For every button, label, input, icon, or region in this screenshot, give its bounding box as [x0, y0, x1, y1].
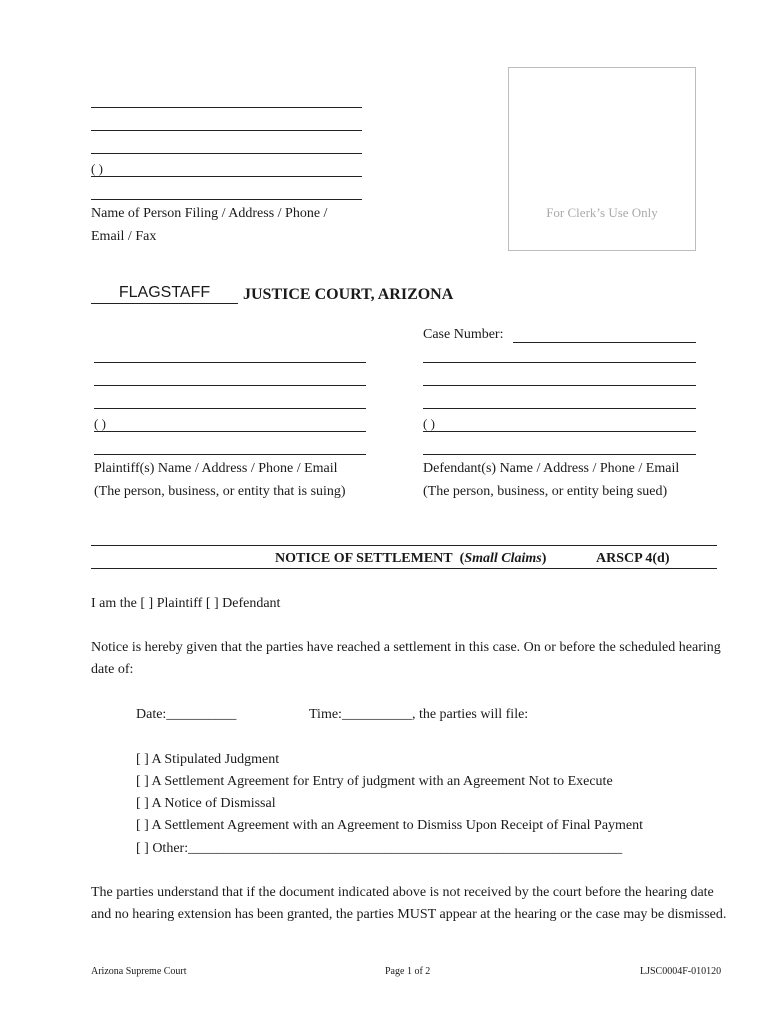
- filer-address-line-2[interactable]: [91, 153, 362, 154]
- notice-paren-close: ): [541, 551, 547, 566]
- plaintiff-caption-line-1: Plaintiff(s) Name / Address / Phone / Email: [94, 461, 338, 476]
- notice-rule: ARSCP 4(d): [596, 551, 670, 566]
- option-settlement-dismiss-final-payment[interactable]: [ ] A Settlement Agreement with an Agreement to Dismiss Upon Receipt of Final Payment: [136, 818, 644, 833]
- hearing-date-field[interactable]: Date:__________: [136, 707, 237, 722]
- plaintiff-name-line[interactable]: [94, 362, 366, 363]
- defendant-caption-line-1: Defendant(s) Name / Address / Phone / Email: [423, 461, 680, 476]
- plaintiff-phone-line[interactable]: [94, 431, 366, 432]
- party-role-line[interactable]: I am the [ ] Plaintiff [ ] Defendant: [91, 596, 281, 611]
- plaintiff-address-line-2[interactable]: [94, 408, 366, 409]
- defendant-phone-line[interactable]: [423, 431, 696, 432]
- plaintiff-caption-line-2: (The person, business, or entity that is suing): [94, 484, 346, 499]
- defendant-name-line[interactable]: [423, 362, 696, 363]
- notice-small-claims: Small Claims: [464, 551, 542, 566]
- plaintiff-address-line-1[interactable]: [94, 385, 366, 386]
- notice-title-text: NOTICE OF SETTLEMENT: [275, 551, 453, 566]
- defendant-caption-line-2: (The person, business, or entity being sued): [423, 484, 668, 499]
- defendant-address-line-2[interactable]: [423, 408, 696, 409]
- plaintiff-email-line[interactable]: [94, 454, 366, 455]
- filer-email-line[interactable]: [91, 199, 362, 200]
- filer-address-line-1[interactable]: [91, 130, 362, 131]
- case-number-line[interactable]: [513, 342, 696, 343]
- notice-bottom-rule: [91, 568, 717, 569]
- filer-caption-line-2: Email / Fax: [91, 229, 157, 244]
- court-county-field[interactable]: FLAGSTAFF: [91, 283, 238, 304]
- case-number-label: Case Number:: [423, 327, 504, 342]
- court-title: JUSTICE COURT, ARIZONA: [243, 286, 454, 303]
- notice-title: [275, 552, 546, 566]
- understand-paragraph: The parties understand that if the document indicated above is not received by the court before the hearing date and no hearing extension has been granted, the parties MUST appear at the hearing or the case may be dismissed.: [91, 885, 727, 922]
- option-notice-of-dismissal[interactable]: [ ] A Notice of Dismissal: [136, 796, 276, 811]
- filer-phone-line[interactable]: [91, 176, 362, 177]
- plaintiff-phone-parens: ( ): [94, 416, 106, 431]
- footer-source: Arizona Supreme Court: [91, 966, 187, 977]
- filer-name-line[interactable]: [91, 107, 362, 108]
- defendant-phone-parens: ( ): [423, 416, 435, 431]
- footer-form-code: LJSC0004F-010120: [640, 966, 722, 977]
- option-other[interactable]: [ ] Other:______________________________________________________________: [136, 841, 623, 856]
- filer-caption-line-1: Name of Person Filing / Address / Phone /: [91, 206, 328, 221]
- notice-paren-open: (: [459, 551, 465, 566]
- filer-phone-parens: ( ): [91, 161, 103, 176]
- defendant-address-line-1[interactable]: [423, 385, 696, 386]
- clerk-use-label: For Clerk’s Use Only: [546, 205, 658, 220]
- option-stipulated-judgment[interactable]: [ ] A Stipulated Judgment: [136, 752, 280, 767]
- defendant-email-line[interactable]: [423, 454, 696, 455]
- notice-paragraph: Notice is hereby given that the parties have reached a settlement in this case. On or before the scheduled hearing date of:: [91, 640, 721, 677]
- clerk-use-box: [508, 67, 696, 251]
- notice-top-rule: [91, 545, 717, 546]
- option-settlement-not-to-execute[interactable]: [ ] A Settlement Agreement for Entry of judgment with an Agreement Not to Execute: [136, 774, 613, 789]
- footer-page-number: Page 1 of 2: [385, 966, 431, 977]
- hearing-time-field[interactable]: Time:__________, the parties will file:: [309, 707, 529, 722]
